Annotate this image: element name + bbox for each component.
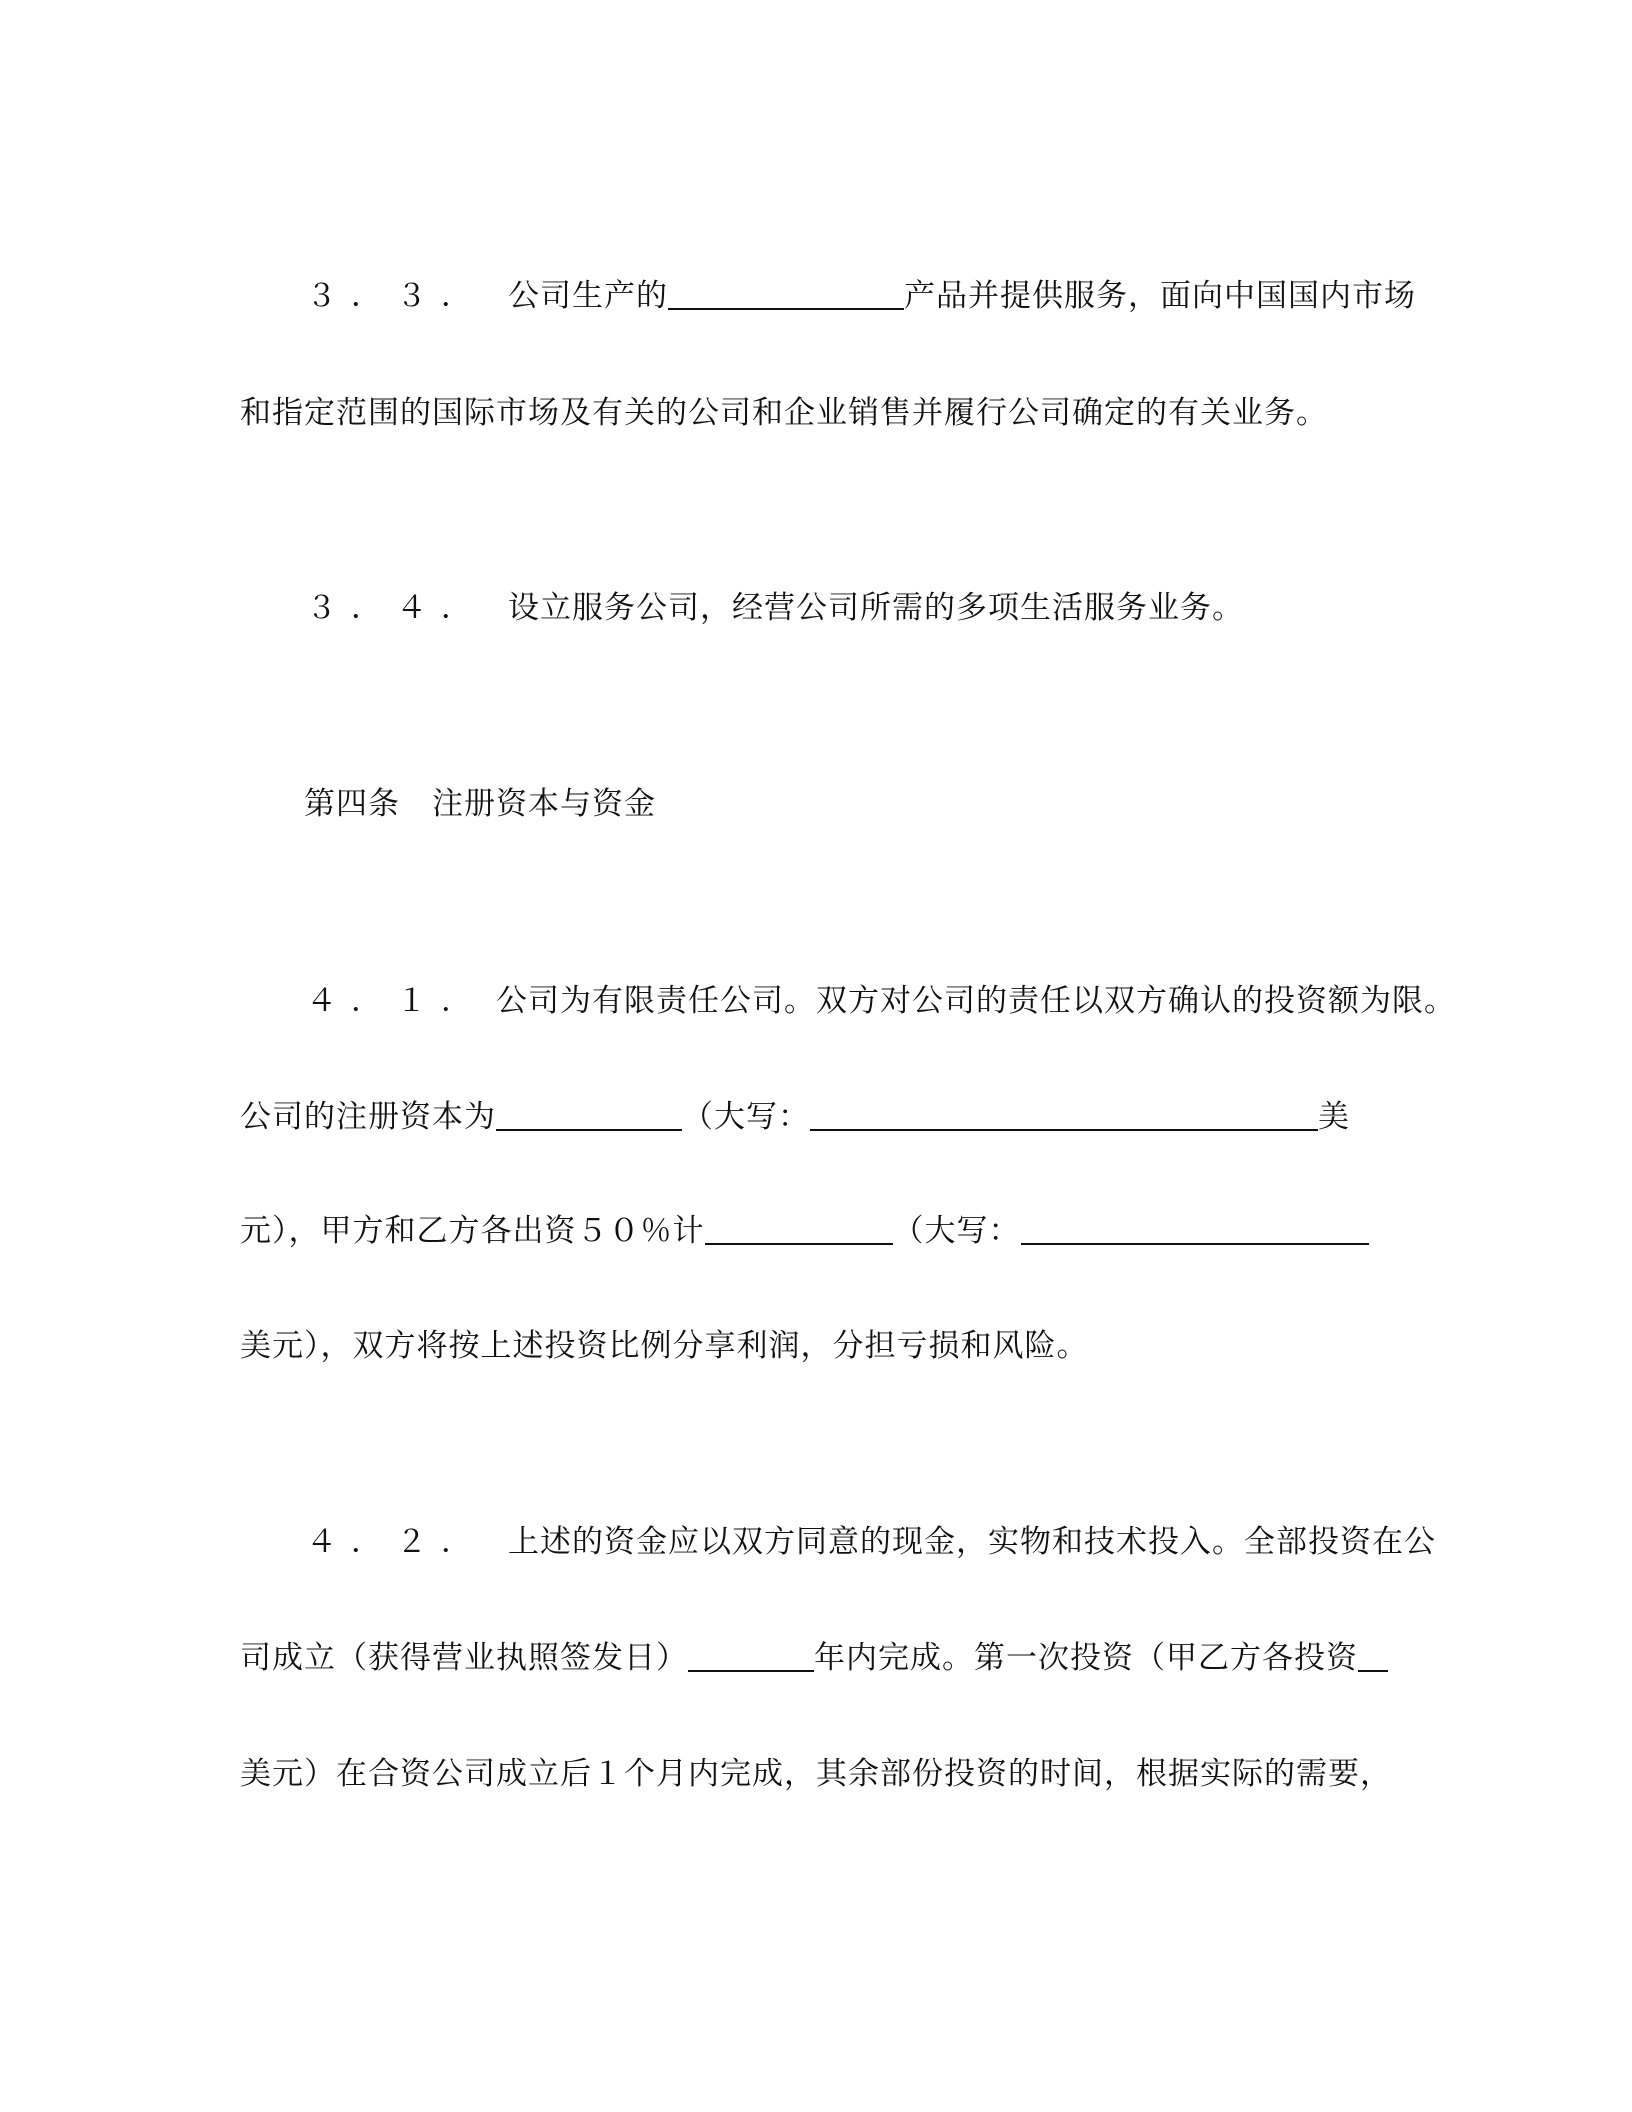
clause-number: ３．３． [306,278,486,314]
clause-text: 美元），双方将按上述投资比例分享利润，分担亏损和风险。 [240,1328,1089,1364]
clause-3-3-line-1 [306,276,1416,316]
clause-text: 元），甲方和乙方各出资５０％计 [240,1213,705,1249]
clause-text: 设立服务公司，经营公司所需的多项生活服务业务。 [508,590,1244,626]
clause-text: 公司的注册资本为 [240,1099,496,1135]
clause-text: 公司为有限责任公司。双方对公司的责任以双方确认的投资额为限。 [496,983,1456,1019]
clause-4-2-line-3 [240,1754,1392,1794]
blank-registered-capital[interactable] [496,1099,682,1131]
clause-4-1-line-4 [240,1326,1089,1366]
article-4-heading [304,784,656,824]
clause-4-1-line-1 [306,981,1456,1021]
clause-4-2-line-2 [240,1638,1388,1678]
clause-text: 年内完成。第一次投资（甲乙方各投资 [814,1640,1358,1676]
blank-completion-years[interactable] [688,1640,814,1672]
clause-text: （大写： [682,1099,810,1135]
blank-product-field[interactable] [668,278,904,310]
clause-number: ４．１． [306,983,486,1019]
clause-4-1-line-2 [240,1097,1350,1137]
clause-3-3-line-2 [240,393,1328,433]
clause-text: 司成立（获得营业执照签发日） [240,1640,688,1676]
clause-text: 和指定范围的国际市场及有关的公司和企业销售并履行公司确定的有关业务。 [240,395,1328,431]
clause-text: 美 [1318,1099,1350,1135]
clause-text: （大写： [892,1213,1021,1249]
blank-contribution-amount[interactable] [705,1213,893,1245]
clause-text: 产品并提供服务，面向中国国内市场 [904,278,1416,314]
article-label: 第四条 [304,786,400,822]
clause-number: ３．４． [306,590,486,626]
clause-3-4 [306,588,1244,628]
blank-first-investment[interactable] [1358,1640,1388,1672]
clause-4-2-line-1 [306,1522,1436,1562]
clause-4-1-line-3 [240,1211,1369,1251]
clause-text: 上述的资金应以双方同意的现金，实物和技术投入。全部投资在公 [508,1524,1436,1560]
article-title: 注册资本与资金 [432,786,656,822]
blank-capital-in-words[interactable] [810,1099,1318,1131]
clause-text: 公司生产的 [508,278,668,314]
clause-text: 美元）在合资公司成立后１个月内完成，其余部份投资的时间，根据实际的需要， [240,1756,1392,1792]
clause-number: ４．２． [306,1524,486,1560]
blank-contribution-in-words[interactable] [1021,1213,1369,1245]
